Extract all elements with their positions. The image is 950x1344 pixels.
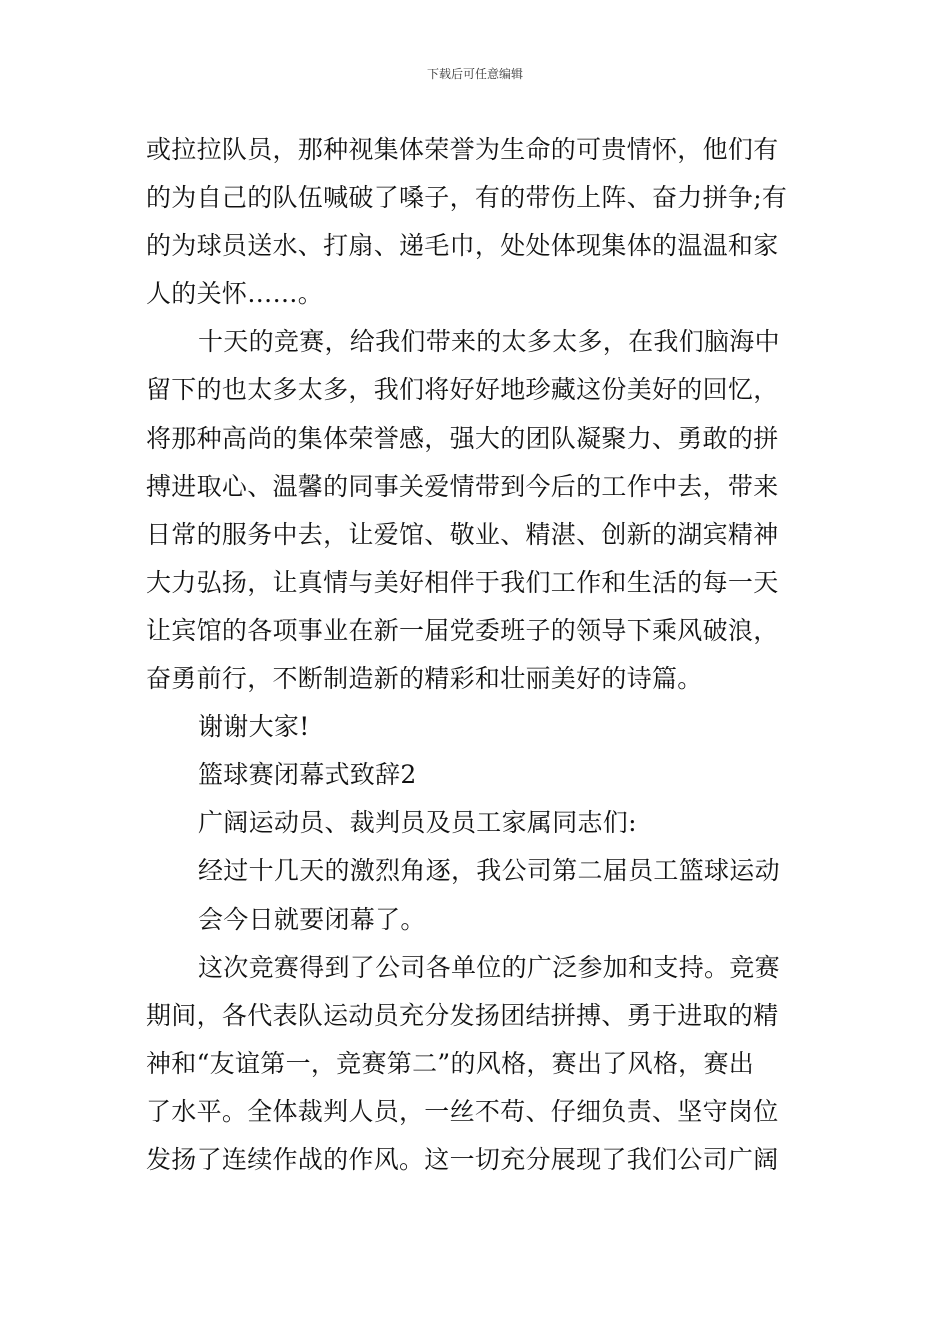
text-line: 这次竞赛得到了公司各单位的广泛参加和支持。竞赛 — [198, 952, 780, 982]
text-line: 的为球员送水、打扇、递毛巾，处处体现集体的温温和家 — [146, 231, 779, 261]
text-line: 的为自己的队伍喊破了嗓子，有的带伤上阵、奋力拼争;有 — [146, 183, 788, 213]
text-line: 经过十几天的激烈角逐，我公司第二届员工篮球运动 — [198, 856, 780, 886]
salutation: 广阔运动员、裁判员及员工家属同志们: — [198, 808, 637, 838]
closing-thanks: 谢谢大家! — [198, 712, 310, 742]
text-line: 人的关怀……。 — [146, 279, 324, 309]
text-line: 了水平。全体裁判人员，一丝不苟、仔细负责、坚守岗位 — [146, 1096, 779, 1126]
text-line: 留下的也太多太多，我们将好好地珍藏这份美好的回忆， — [146, 375, 779, 405]
text-line: 日常的服务中去，让爱馆、敬业、精湛、创新的湖宾精神 — [146, 519, 779, 549]
text-line: 大力弘扬，让真情与美好相伴于我们工作和生活的每一天 — [146, 567, 779, 597]
page-header: 下载后可任意编辑 — [426, 67, 523, 81]
section-title: 篮球赛闭幕式致辞2 — [198, 760, 417, 790]
text-line: 神和“友谊第一，竞赛第二”的风格，赛出了风格，赛出 — [146, 1048, 755, 1078]
text-line: 或拉拉队员，那种视集体荣誉为生命的可贵情怀，他们有 — [146, 135, 779, 164]
text-line: 让宾馆的各项事业在新一届党委班子的领导下乘风破浪， — [146, 615, 779, 645]
document-body — [146, 126, 816, 1184]
text-line: 搏进取心、温馨的同事关爱情带到今后的工作中去，带来 — [146, 471, 779, 501]
text-line: 十天的竞赛，给我们带来的太多太多，在我们脑海中 — [198, 327, 780, 357]
text-line: 发扬了连续作战的作风。这一切充分展现了我们公司广阔 — [146, 1144, 779, 1174]
text-line: 奋勇前行，不断制造新的精彩和壮丽美好的诗篇。 — [146, 664, 703, 694]
text-line: 会今日就要闭幕了。 — [198, 904, 426, 934]
text-line: 将那种高尚的集体荣誉感，强大的团队凝聚力、勇敢的拼 — [146, 423, 779, 453]
text-line: 期间，各代表队运动员充分发扬团结拼搏、勇于进取的精 — [146, 1000, 779, 1030]
